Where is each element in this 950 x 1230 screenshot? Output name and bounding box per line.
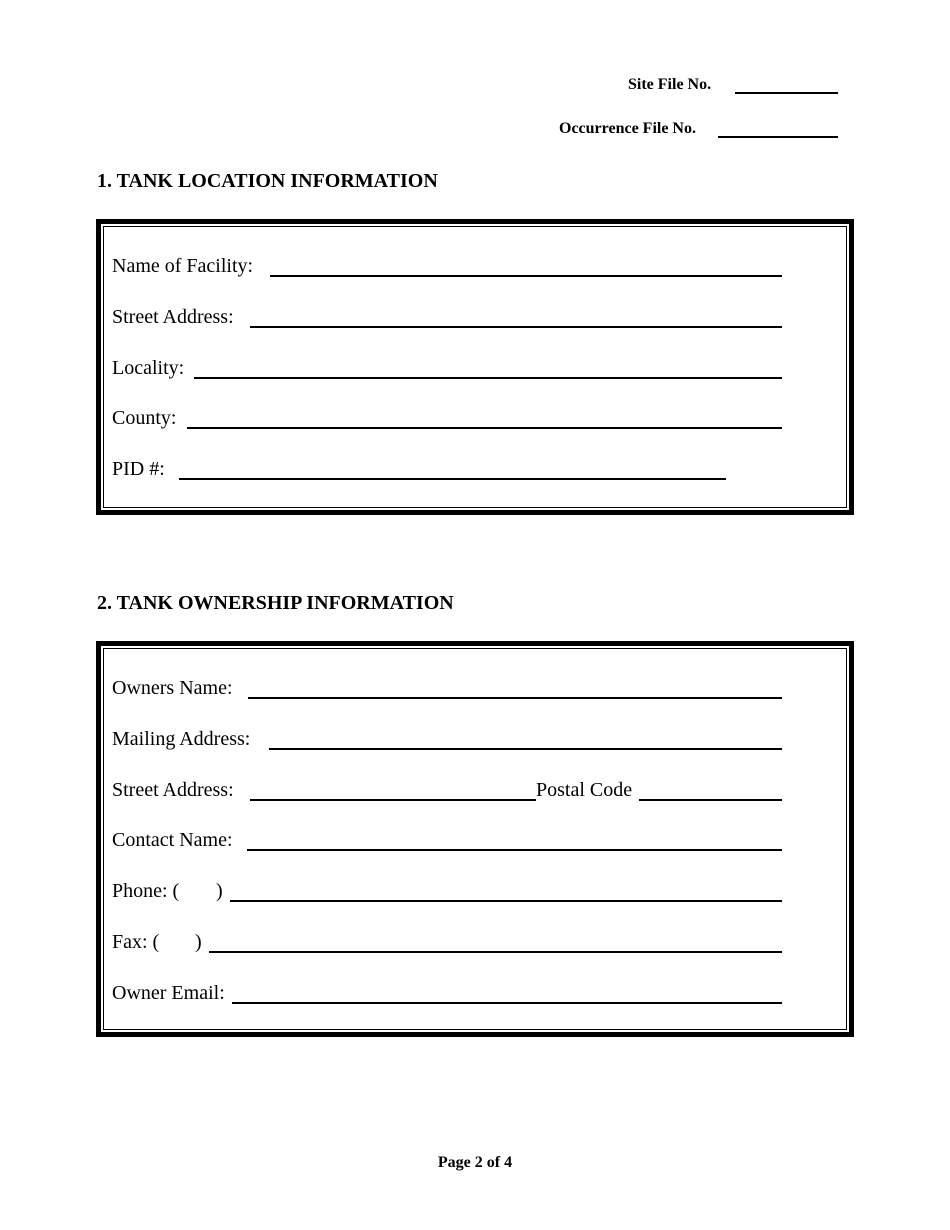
fax-row — [112, 931, 782, 955]
phone-label: Phone: ( — [112, 880, 180, 902]
location-street-row — [112, 306, 782, 330]
phone-field[interactable] — [230, 900, 782, 902]
locality-label: Locality: — [112, 357, 185, 379]
locality-field[interactable] — [194, 377, 782, 379]
mailing-address-label: Mailing Address: — [112, 728, 251, 750]
section-2-title: 2. TANK OWNERSHIP INFORMATION — [97, 592, 454, 614]
phone-close-paren: ) — [216, 880, 223, 902]
phone-row — [112, 880, 782, 904]
mailing-address-field[interactable] — [269, 748, 782, 750]
owners-name-field[interactable] — [248, 697, 782, 699]
contact-name-label: Contact Name: — [112, 829, 233, 851]
occurrence-file-field[interactable] — [718, 136, 838, 138]
pid-row — [112, 458, 782, 482]
county-label: County: — [112, 407, 177, 429]
page-number: Page 2 of 4 — [437, 1154, 513, 1171]
fax-close-paren: ) — [195, 931, 202, 953]
postal-code-label: Postal Code — [536, 779, 633, 801]
location-street-label: Street Address: — [112, 306, 234, 328]
postal-code-field[interactable] — [639, 799, 782, 801]
facility-row — [112, 255, 782, 279]
mailing-address-row — [112, 728, 782, 752]
county-row — [112, 407, 782, 431]
owner-street-label: Street Address: — [112, 779, 234, 801]
site-file-field[interactable] — [735, 92, 838, 94]
pid-field[interactable] — [179, 478, 726, 480]
pid-label: PID #: — [112, 458, 165, 480]
fax-label: Fax: ( — [112, 931, 160, 953]
owner-street-row — [112, 779, 782, 803]
owners-name-row — [112, 677, 782, 701]
owner-email-field[interactable] — [232, 1002, 782, 1004]
owner-street-field[interactable] — [250, 799, 536, 801]
locality-row — [112, 357, 782, 381]
facility-label: Name of Facility: — [112, 255, 254, 277]
contact-name-field[interactable] — [247, 849, 782, 851]
fax-field[interactable] — [209, 951, 782, 953]
county-field[interactable] — [187, 427, 782, 429]
owners-name-label: Owners Name: — [112, 677, 233, 699]
owner-email-label: Owner Email: — [112, 982, 225, 1004]
location-street-field[interactable] — [250, 326, 782, 328]
site-file-label: Site File No. — [628, 76, 712, 93]
section-1-title: 1. TANK LOCATION INFORMATION — [97, 170, 438, 192]
contact-name-row — [112, 829, 782, 853]
owner-email-row — [112, 982, 782, 1006]
facility-field[interactable] — [270, 275, 782, 277]
occurrence-file-label: Occurrence File No. — [559, 120, 696, 137]
